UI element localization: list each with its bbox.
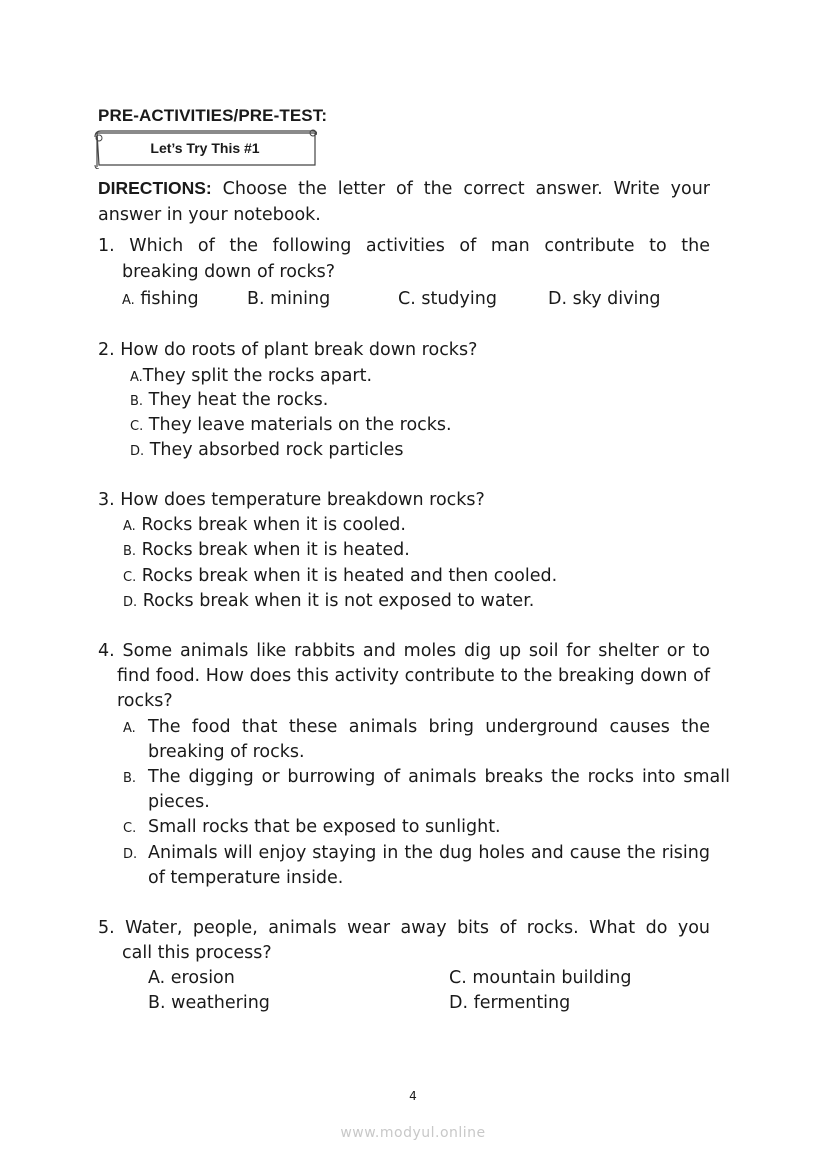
q2-option-d-text: They absorbed rock particles [144,440,404,460]
q3-option-d-letter: D. [123,595,138,610]
q4-option-b-letter [123,765,136,791]
q4-option-b-text: The digging or burrowing of animals breaks the rocks into small pieces. [148,767,730,812]
q3-option-c-text: Rocks break when it is heated and then cooled. [136,566,558,586]
q3-option-c [123,564,557,590]
q2-option-c-text: They leave materials on the rocks. [143,415,452,435]
q3-option-d [123,589,534,615]
q5-option-c: C. mountain building [449,968,632,988]
q3-option-a-text: Rocks break when it is cooled. [135,515,406,535]
q3-option-b-letter: B. [123,544,137,559]
q4-option-c-letter [123,815,136,841]
q3-option-b-text: Rocks break when it is heated. [136,540,410,560]
q5-option-a: A. erosion [148,968,235,988]
q1-option-a-text: fishing [134,289,199,309]
q3-option-d-text: Rocks break when it is not exposed to water. [137,591,535,611]
q2-option-c-letter: C. [130,419,144,434]
q3-option-c-letter: C. [123,570,137,585]
q1-option-a-letter: A. [122,293,135,308]
q5-option-b: B. weathering [148,993,270,1013]
q1-option-c: C. studying [398,289,497,309]
q4-option-d-letter [123,841,137,867]
page-number: 4 [409,1089,417,1103]
q1-option-d: D. sky diving [548,289,661,309]
q4-option-c-text: Small rocks that be exposed to sunlight. [148,817,501,837]
directions-text: Choose the letter of the correct answer. Write your answer in your notebook. [98,179,710,225]
banner-title: Let’s Try This #1 [150,140,260,156]
q4-option-d-letter-text: D. [123,847,138,862]
q2-option-d [130,438,404,464]
question-2-stem: 2. How do roots of plant break down rocks? [98,340,478,360]
q3-option-a-letter: A. [123,519,136,534]
q4-option-b-letter-text: B. [123,771,137,786]
q4-option-a-text: The food that these animals bring underground causes the breaking of rocks. [148,717,710,762]
q2-option-b-text: They heat the rocks. [143,390,329,410]
q2-option-a [130,364,372,390]
directions-paragraph [98,175,710,228]
directions-label: DIRECTIONS: [98,178,212,198]
q2-option-d-letter: D. [130,444,145,459]
watermark: www.modyul.online [340,1125,486,1141]
q4-option-c-letter-text: C. [123,821,137,836]
question-4-stem-rest: find food. How does this activity contribute to the breaking down of rocks? [117,666,710,711]
question-5-line-1: 5. Water, people, animals wear away bits of rocks. What do you [98,918,710,938]
q1-option-a [122,287,199,313]
question-1-line-2: breaking down of rocks? [122,262,336,282]
question-1-line-1: 1. Which of the following activities of man contribute to the [98,236,710,256]
q1-option-b: B. mining [247,289,331,309]
q2-option-b [130,388,328,414]
q2-option-b-letter: B. [130,394,144,409]
q5-option-d: D. fermenting [449,993,571,1013]
q3-option-b [123,538,410,564]
scroll-banner [93,129,317,169]
q2-option-a-letter: A. [130,370,143,385]
question-5-line-2: call this process? [122,943,272,963]
q2-option-c [130,413,452,439]
q2-option-a-text: They split the rocks apart. [142,366,373,386]
section-heading: PRE-ACTIVITIES/PRE-TEST: [98,106,328,125]
question-3-stem: 3. How does temperature breakdown rocks? [98,490,485,510]
q4-option-d-text: Animals will enjoy staying in the dug holes and cause the rising of temperature inside. [148,843,710,888]
q4-option-a-letter [123,715,136,741]
q4-option-a-letter-text: A. [123,721,136,736]
q3-option-a [123,513,406,539]
question-4-line-1: 4. Some animals like rabbits and moles dig up soil for shelter or to [98,641,710,661]
